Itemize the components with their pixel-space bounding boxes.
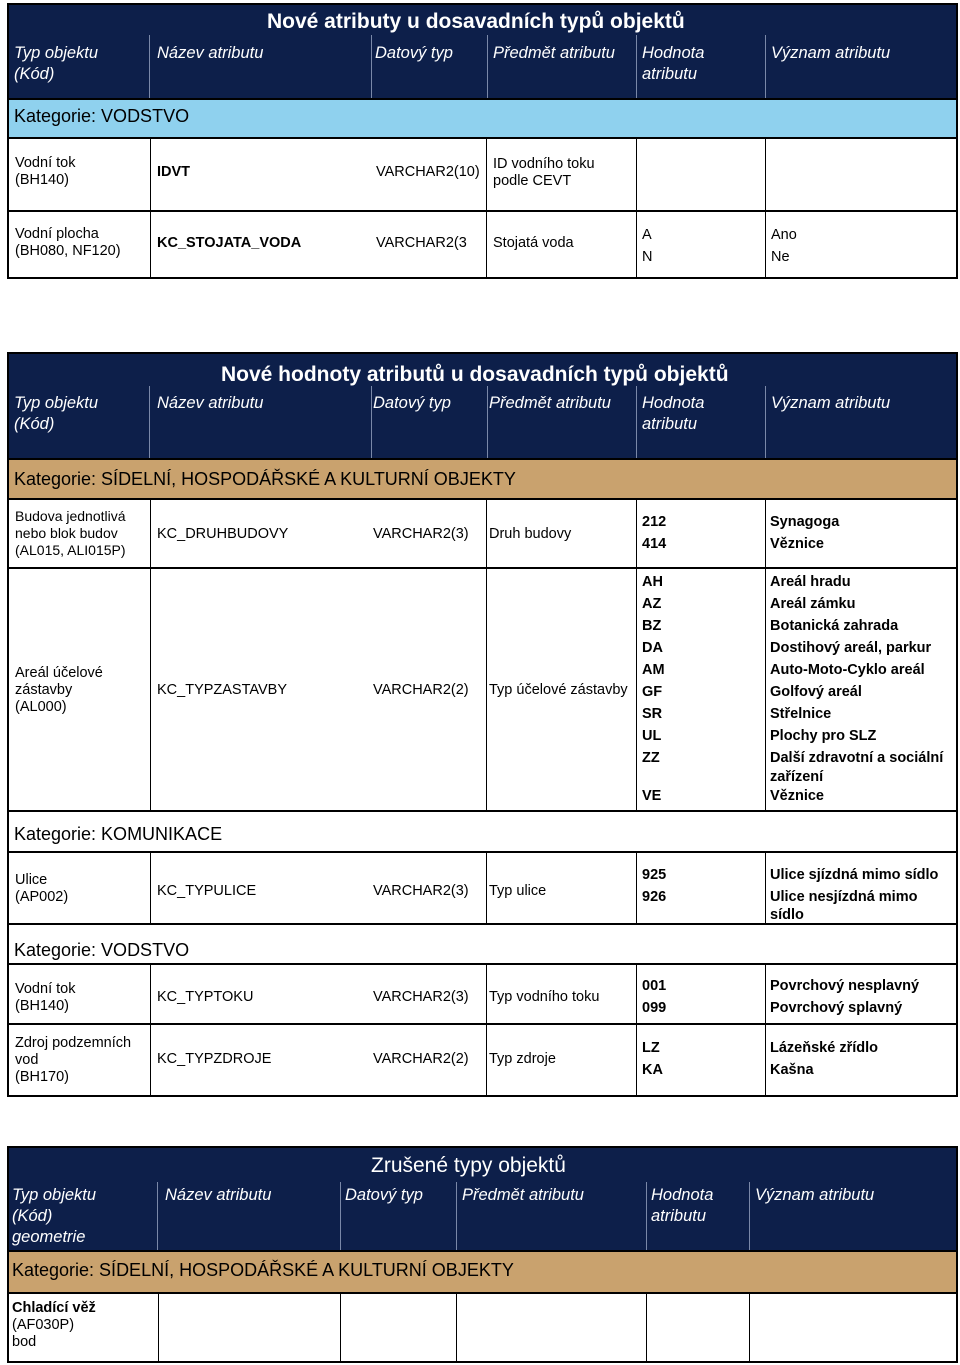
cell-type: Vodní plocha (BH080, NF120) bbox=[15, 226, 121, 259]
cell-type: Vodní tok (BH140) bbox=[15, 981, 76, 1014]
cell-values: AH AZ BZ DA AM GF SR UL ZZ VE bbox=[642, 574, 665, 804]
cell-subject: Typ účelové zástavby bbox=[489, 682, 628, 698]
cell-meanings: Ano Ne bbox=[771, 227, 797, 265]
header-datatype: Datový typ bbox=[373, 394, 451, 412]
cell-type: Budova jednotlivá nebo blok budov (AL015, ALI015P) bbox=[15, 508, 126, 558]
cell-meanings: Ulice sjízdná mimo sídlo Ulice nesjízdná mimo sídlo bbox=[770, 867, 939, 923]
header-meaning: Význam atributu bbox=[771, 44, 891, 62]
cell-datatype: VARCHAR2(3) bbox=[373, 526, 469, 542]
category-label: Kategorie: SÍDELNÍ, HOSPODÁŘSKÉ A KULTURNÍ OBJEKTY bbox=[14, 469, 516, 489]
cell-subject: Stojatá voda bbox=[493, 235, 574, 251]
cell-subject: ID vodního toku podle CEVT bbox=[493, 156, 595, 189]
cell-type: Ulice (AP002) bbox=[15, 872, 69, 905]
cell-values: 925 926 bbox=[642, 867, 667, 905]
cell-type: Areál účelové zástavby (AL000) bbox=[15, 665, 103, 715]
cell-name: KC_TYPZASTAVBY bbox=[157, 682, 287, 698]
cell-name: KC_TYPULICE bbox=[157, 883, 257, 899]
cell-meanings: Lázeňské zřídlo Kašna bbox=[770, 1040, 878, 1078]
cell-datatype: VARCHAR2(2) bbox=[373, 1051, 469, 1067]
header-subject: Předmět atributu bbox=[462, 1186, 584, 1204]
header-value: Hodnota atributu bbox=[642, 394, 705, 433]
cell-name: KC_TYPTOKU bbox=[157, 989, 254, 1005]
header-name: Název atributu bbox=[157, 44, 264, 62]
cell-subject: Typ ulice bbox=[489, 883, 547, 899]
cell-name: KC_STOJATA_VODA bbox=[157, 235, 302, 251]
cell-meanings: Povrchový nesplavný Povrchový splavný bbox=[770, 978, 920, 1016]
header-type: Typ objektu (Kód) geometrie bbox=[12, 1186, 97, 1246]
header-datatype: Datový typ bbox=[375, 44, 453, 62]
header-meaning: Význam atributu bbox=[771, 394, 891, 412]
section-title: Nové atributy u dosavadních typů objektů bbox=[267, 10, 685, 33]
category-label: Kategorie: VODSTVO bbox=[14, 940, 190, 960]
cell-name: KC_TYPZDROJE bbox=[157, 1051, 272, 1067]
cell-datatype: VARCHAR2(3) bbox=[373, 883, 469, 899]
cell-values: 001 099 bbox=[642, 978, 667, 1016]
category-label: Kategorie: VODSTVO bbox=[14, 106, 190, 126]
cell-name: KC_DRUHBUDOVY bbox=[157, 526, 289, 542]
cell-type: Zdroj podzemních vod (BH170) bbox=[15, 1035, 132, 1085]
header-value: Hodnota atributu bbox=[642, 44, 705, 83]
cell-values: 212 414 bbox=[642, 514, 667, 552]
cell-datatype: VARCHAR2(3 bbox=[376, 235, 467, 251]
header-datatype: Datový typ bbox=[345, 1186, 423, 1204]
cell-subject: Typ zdroje bbox=[489, 1051, 556, 1067]
cell-type: Vodní tok (BH140) bbox=[15, 155, 76, 188]
category-label: Kategorie: KOMUNIKACE bbox=[14, 824, 223, 844]
cell-values: LZ KA bbox=[642, 1040, 663, 1078]
cell-datatype: VARCHAR2(3) bbox=[373, 989, 469, 1005]
header-subject: Předmět atributu bbox=[493, 44, 615, 62]
header-type: Typ objektu (Kód) bbox=[14, 44, 99, 83]
header-type: Typ objektu (Kód) bbox=[14, 394, 99, 433]
cell-name: IDVT bbox=[157, 164, 191, 180]
header-value: Hodnota atributu bbox=[651, 1186, 714, 1225]
cell-type: Chladící věž (AF030P) bod bbox=[12, 1300, 96, 1350]
cell-meanings: Areál hradu Areál zámku Botanická zahrada Dostihový areál, parkur Auto-Moto-Cyklo areál Golfový areál Střelnice Plochy pro SLZ Další zdravotní a sociální zařízení Věznice bbox=[770, 574, 944, 804]
cell-meanings: Synagoga Věznice bbox=[770, 514, 840, 552]
header-meaning: Význam atributu bbox=[755, 1186, 875, 1204]
header-name: Název atributu bbox=[157, 394, 264, 412]
cell-values: A N bbox=[642, 227, 653, 265]
category-label: Kategorie: SÍDELNÍ, HOSPODÁŘSKÉ A KULTURNÍ OBJEKTY bbox=[12, 1260, 514, 1280]
cell-datatype: VARCHAR2(2) bbox=[373, 682, 469, 698]
cell-datatype: VARCHAR2(10) bbox=[376, 164, 480, 180]
cell-subject: Typ vodního toku bbox=[489, 989, 600, 1005]
section-title: Nové hodnoty atributů u dosavadních typů objektů bbox=[221, 363, 729, 386]
header-name: Název atributu bbox=[165, 1186, 272, 1204]
header-subject: Předmět atributu bbox=[489, 394, 611, 412]
section-title: Zrušené typy objektů bbox=[371, 1154, 566, 1177]
cell-subject: Druh budovy bbox=[489, 526, 572, 542]
